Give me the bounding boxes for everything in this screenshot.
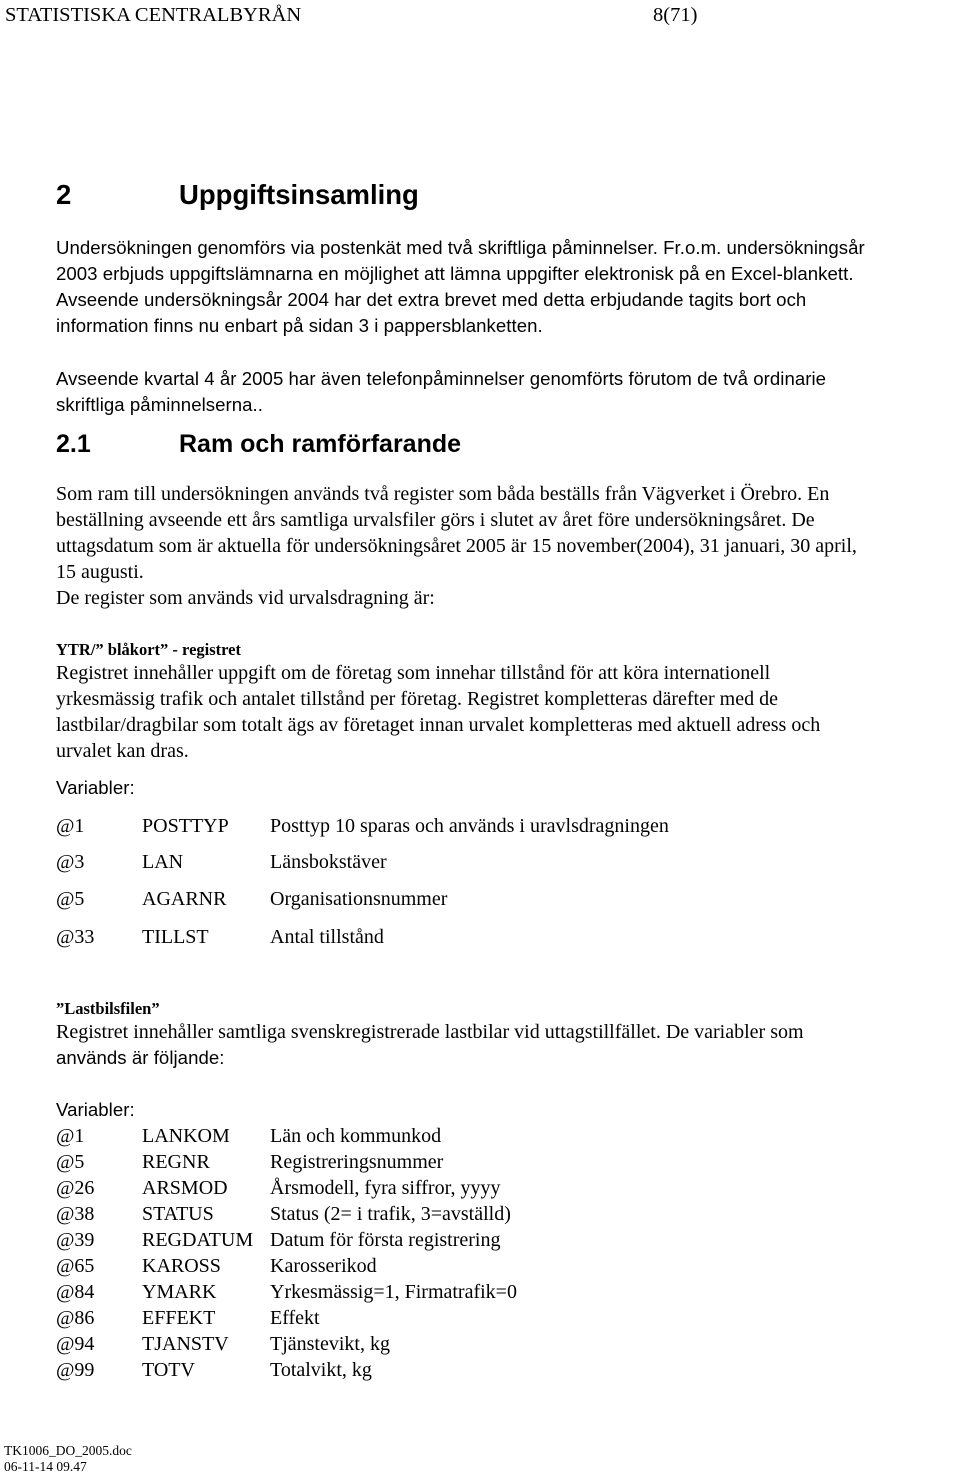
subsection-title: Ram och ramförfarande	[179, 430, 462, 458]
variable-description: Antal tillstånd	[270, 926, 384, 948]
variable-name: TILLST	[142, 926, 209, 948]
paragraph-line: Undersökningen genomförs via postenkät med två skriftliga påminnelser. Fr.o.m. undersökningsår	[56, 237, 865, 258]
paragraph-line: Registret innehåller samtliga svenskregistrerade lastbilar vid uttagstillfället. De variabler som	[56, 1021, 804, 1043]
footer-datetime: 06-11-14 09.47	[4, 1459, 87, 1474]
variable-name: POSTTYP	[142, 815, 229, 837]
variable-position: @26	[56, 1177, 95, 1199]
paragraph-line: Avseende undersökningsår 2004 har det extra brevet med detta erbjudande tagits bort och	[56, 289, 807, 310]
paragraph-line: De register som används vid urvalsdragning är:	[56, 587, 435, 609]
subsection-number: 2.1	[56, 430, 91, 458]
lastbil-heading: ”Lastbilsfilen”	[56, 999, 160, 1018]
variables-label: Variabler:	[56, 1099, 135, 1120]
paragraph-line: skriftliga påminnelserna..	[56, 394, 263, 415]
variable-description: Datum för första registrering	[270, 1229, 501, 1251]
paragraph-line: används är följande:	[56, 1047, 225, 1068]
variable-name: REGDATUM	[142, 1229, 254, 1251]
paragraph-line: beställning avseende ett års samtliga urvalsfiler görs i slutet av året före undersökningsåret. De	[56, 509, 815, 531]
variable-position: @39	[56, 1229, 95, 1251]
paragraph-line: Som ram till undersökningen används två register som båda beställs från Vägverket i Örebro. En	[56, 483, 830, 505]
variable-description: Län och kommunkod	[270, 1125, 442, 1147]
variable-position: @33	[56, 926, 95, 948]
section-title: Uppgiftsinsamling	[179, 179, 419, 210]
variable-position: @86	[56, 1307, 95, 1329]
variable-position: @84	[56, 1281, 95, 1303]
ytr-heading: YTR/” blåkort” - registret	[56, 640, 241, 659]
paragraph-line: Registret innehåller uppgift om de företag som innehar tillstånd för att köra internationell	[56, 662, 771, 684]
variable-name: KAROSS	[142, 1255, 221, 1277]
variable-name: YMARK	[142, 1281, 217, 1303]
variable-description: Effekt	[270, 1307, 320, 1329]
variable-position: @5	[56, 888, 85, 910]
variable-description: Karosserikod	[270, 1255, 377, 1277]
variable-position: @1	[56, 1125, 85, 1147]
variable-position: @5	[56, 1151, 85, 1173]
variable-name: LANKOM	[142, 1125, 230, 1147]
paragraph-line: urvalet kan dras.	[56, 740, 189, 762]
paragraph-line: Avseende kvartal 4 år 2005 har även telefonpåminnelser genomförts förutom de två ordinarie	[56, 368, 827, 389]
variable-name: ARSMOD	[142, 1177, 228, 1199]
footer-filename: TK1006_DO_2005.doc	[4, 1443, 132, 1458]
variable-name: TOTV	[142, 1359, 195, 1381]
paragraph-line: 15 augusti.	[56, 561, 144, 583]
paragraph-line: information finns nu enbart på sidan 3 i pappersblanketten.	[56, 315, 543, 336]
variable-position: @65	[56, 1255, 95, 1277]
variable-name: EFFEKT	[142, 1307, 216, 1329]
variable-description: Årsmodell, fyra siffror, yyyy	[270, 1177, 501, 1199]
variable-description: Totalvikt, kg	[270, 1359, 372, 1381]
variable-description: Organisationsnummer	[270, 888, 448, 910]
variable-name: LAN	[142, 851, 184, 873]
variable-name: AGARNR	[142, 888, 227, 910]
variable-position: @38	[56, 1203, 95, 1225]
paragraph-line: yrkesmässig trafik och antalet tillstånd per företag. Registret kompletteras därefter med de	[56, 688, 778, 710]
variable-description: Länsbokstäver	[270, 851, 387, 873]
paragraph-line: lastbilar/dragbilar som totalt ägs av företaget innan urvalet kompletteras med aktuell adress och	[56, 714, 821, 736]
variable-name: STATUS	[142, 1203, 214, 1225]
header-organization: STATISTISKA CENTRALBYRÅN	[5, 4, 302, 26]
section-number: 2	[56, 179, 72, 210]
paragraph-line: uttagsdatum som är aktuella för undersökningsåret 2005 är 15 november(2004), 31 januari, 30 april,	[56, 535, 857, 557]
variable-description: Tjänstevikt, kg	[270, 1333, 390, 1355]
variable-description: Yrkesmässig=1, Firmatrafik=0	[270, 1281, 517, 1303]
header-page-number: 8(71)	[653, 4, 698, 26]
variable-position: @3	[56, 851, 85, 873]
variable-name: REGNR	[142, 1151, 210, 1173]
variable-position: @99	[56, 1359, 95, 1381]
variable-position: @94	[56, 1333, 95, 1355]
variables-label: Variabler:	[56, 777, 135, 798]
variable-position: @1	[56, 815, 85, 837]
variable-description: Posttyp 10 sparas och används i uravlsdragningen	[270, 815, 669, 837]
variable-name: TJANSTV	[142, 1333, 229, 1355]
variable-description: Registreringsnummer	[270, 1151, 444, 1173]
paragraph-line: 2003 erbjuds uppgiftslämnarna en möjlighet att lämna uppgifter elektronisk på en Excel-blankett.	[56, 263, 854, 284]
variable-description: Status (2= i trafik, 3=avställd)	[270, 1203, 511, 1225]
